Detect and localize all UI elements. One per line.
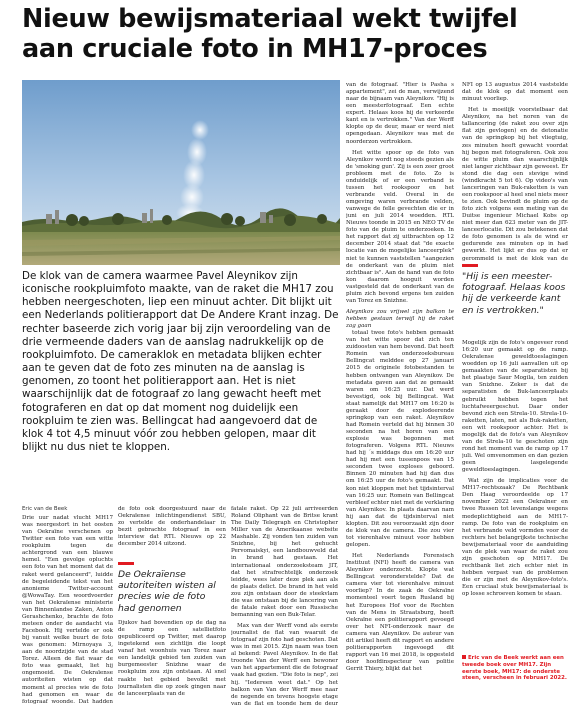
- body-column-5: [462, 82, 568, 262]
- body-paragraph: Mogelijk zijn de foto's ongeveer rond 16:20 uur gemaakt op de ramp. Oekraïense geweldtoeslagingen woedden op 16 juli aanvallen uit op gemaakten van de separatisten bij het plaatsje Saur Mogila, ten zuiden van Snizhne. Zeker is dat de separatisten de Buk-lanceerplaats gebruikt hebben tegen het luchtafweergeschut. Daar onder bevond zich een Strela-10. Strela-10-raketten, laten, net als Buk-raketten, een wit rookspoor achter. Het is mogelijk dat de foto's van Aleynikov van de Strela-10 te geschoten zijn rond het moment van de ramp op 17 juli. Wel omvenommen en dan gezien geen lasgelegende geweldtoeslagingen.: [462, 340, 568, 474]
- quote-marker-icon: [118, 562, 134, 565]
- article-headline: Nieuw bewijsmateriaal wekt twijfel aan cruciale foto in MH17-proces: [22, 4, 518, 64]
- body-paragraph: Djukov had bovendien op de dag na de ramp een satellietfoto gepubliceerd op Twitter, met daarop ingetekend een zichtlijn die loopt vanaf het woonhuis van Torez naar een landelijk gebied ten zuiden van burgemeester Snizhne waar de rookpluim zou zijn ontstaan. Al snel raakte het gebied bevolkt met journalisten die op zoek gingen naar de lanceerplaats van de: [118, 620, 226, 697]
- body-column-5b: [462, 340, 568, 652]
- body-column-2: [118, 506, 226, 558]
- body-paragraph: totaal twee foto's hebben gemaakt van het witte spoor dat zich ten zuidoosten van hem bevond. Dat heeft Romein van onderzoeksbureau Bellingcat melddee op 27 januari 2015 de originele fotobestanden te hebben ontvangen van Aleynikov. De metadata gaven aan dat ze gemaakt waren om 16:25 uur. Dat werd bevestigd, ook bij Bellingcat. Wat staat namelijk dat MH17 om 16:20 is geraakt door de explodeerende springkop van een raket. Aleynikov had Romein verteld dat hij binnen 30 seconden na het horen van een explosie was begonnen met fotograferen. Volgens RTL Nieuws had hij ´s middags dus om 16:20 uur had hij met een tussenpoos van 15 seconden twee exploses geboord. Binnen 20 minuten had hij dan dus om 16:25 uur de foto's gemaakt. Dat kon niet kloppen met het tijdsinterval van 16:25 uur. Romein van Bellingcat verbleef echter niet met de verklaring van Aleynikov. In plaats daarvan nam hij aan dat de tijdsinterval niet klopten. Dit zou veroorzaakt zijn door de klok van de camera. Die zou vier tot vierenhalve minuut voor hebben gelopen.: [346, 330, 454, 548]
- body-paragraph: Het Nederlands Forensisch Instituut (NFI) heeft de camera van Aleynikov onderzocht. Klopte wat Bellingcat veronderstelde? Dat de camera vier tot vierenhalve minuut voorliep? In de zaak de Oekraïne momenteel voert tegen Rusland bij het Europees Hof voor de Rechten van de Mens in Straatsburg, heeft Oekraïne een politierapport gevoegd over het NFI-onderzoek naar de camera van Aleynikov. De auteur van dit artikel heeft dit rapport en andere politierapporten ingevoegd dit rapport van 16 mei 2018, is opgesteld door hoofdinspecteur van politie Gerrit Thiery, blijkt dat het: [346, 553, 454, 673]
- body-paragraph: Max van der Werff vond als eerste journalist de flat van waaruit de fotograaf zijn foto had geschoten. Dat was in mei 2015. Zijn naam was toen al bekend: Pavel Aleynikov. In de flat troonde Van der Werff een bewoner van het appartement die de fotograaf vaak had gezien. "Die foto is nep", zei hij. "Iedereen weet dat." Op het balkon van Van der Werff mee naar de negende en tevens hoogste etage van de flat en toonde hem de deur: [231, 623, 338, 707]
- body-paragraph: van de fotograaf. "Hier is Pasha s appartement", zei de man, verwijzend naar de bijnaam van Aleynikov. "Hij is een meesterfotograaf. Een echte expert. Helaas koos hij de verkeerde kant en is vertrokken." Van der Werff klopte op de deur, maar er werd niet opengedaan. Aleynikov was met de noorderzon vertrokken.: [346, 82, 454, 145]
- author-footnote: [462, 655, 567, 682]
- body-paragraph: fatale raket. Op 22 juli arriveerden Roland Oliphant van de Britse krant The Daily Telegraph en Christopher Miller van de Amerikaanse website Mashable. Zij vonden ten zuiden van Snizhne, bij het gehucht Pervomaiskyi, een landbouwveld dat in brand had gestaan. Het internationaal onderzoeksteam JIT, dat het strafrechtelijk onderzoek leidde, wees later deze plek aan als de plaats delict. De brand in het veld zou zijn ontstaan door de steekvlam die was ontstaan bij de lancering van de fatale raket door een Russische bemanning van een Buk-Telar.: [231, 506, 338, 618]
- section-subhead: Aleynikov zou vrijwel zijn balkon te hebben gestaan terwijl hij de raket zag gaan: [346, 308, 454, 330]
- article-lead: De klok van de camera waarmee Pavel Aleynikov zijn iconische rookpluimfoto maakte, van de raket die MH17 zou hebben neergeschoten, liep een minuut achter. Dit blijkt uit een Nederlands politierapport dat De Andere Krant inzag. De rechter baseerde zich vorig jaar bij zijn veroordeling van de drie vermeende daders van de aanslag nadrukkelijk op de rookpluimfoto. De cameraklok en metadata blijken echter aan te geven dat de foto zes minuten na de aanslag is genomen, zo toont het politierapport aan. Het is niet waarschijnlijk dat de fotograaf zo lang gewacht heeft met fotograferen en dat op dat moment nog duidelijk een rookpluim te zien was. Bellingcat had aangevoerd dat de klok 4 tot 4,5 minuut vóór zou hebben gelopen, maar dit blijkt nu dus niet te kloppen.: [22, 270, 339, 454]
- body-column-2b: [118, 620, 226, 708]
- footnote-text: Eric van de Beek werkt aan een tweede boek over MH17. Zijn eerste boek, MH17: de onderste steen, verscheen in februari 2022.: [462, 655, 567, 682]
- body-paragraph: Het is moeilijk voorstelbaar dat Aleynikov, na het noren van de tallancering (de raket zou over zijn flat zijn gevlogen) en de detonatie van de springkop bij het vliegtuig, zes minuten heeft gewacht voordat hij begon met fotograferen. Ook zou de witte pluim dan waarschijnlijk niet langer zichtbaar zijn geweest. Er stond die dag een stevige wind (windkracht 5 tot 6). Op video's van lanceringen van Buk-raketten is van een rookspoor al heel snel niets meer te zien. Ook bevindt de pluim op de foto zich volgens een meting van de Duitse ingenieur Michael Kobs op niet meer dan 623 meter van de JIT-lanceerlocatie. Dit zou betekenen dat de foto genomen is als de wind er gedurende zes minuten op in had gewerkt. Het lijkt er dus op dat er gerommeld is met de klok van de: [462, 107, 568, 262]
- body-paragraph: Het witte spoor op de foto van Aleynikov wordt nog steeds gezien als de 'smoking gun'. Zij is een zeer groot probleem met de foto. Zo is onduidelijk of er een verband is tussen het rookspoor en het verbrande veld. Overal in de omgeving waren verbrande velden, vanwege de felle gevechten die er in juni en juli 2014 woedden. RTL Nieuws toonde in 2015 en NEO TV de foto van de pluim te onderzoeken. In het rapport dat zij uitbrachten op 12 december 2014 staat dat "de exacte locatie van de mogelijke lanceerplek" niet te kunnen vaststellen "aangezien de onderkant van de pluim niet zichtbaar is". Aan de hand van de foto kon daarom hooguit worden vastgesteld dat de onderkant van de pluim zich bevond ergens ten zuiden van Torez en Snizhne.: [346, 149, 454, 304]
- footnote-marker-icon: [462, 655, 466, 659]
- body-paragraph: NFI op 13 augustus 2014 vaststelde dat de klok op dat moment een minuut voorliep.: [462, 82, 568, 103]
- pull-quote-text: "Hij is een meester-fotograaf. Helaas koos hij de verkeerde kant en is vertrokken.": [462, 271, 566, 316]
- smoke-plume-photo: [22, 80, 340, 265]
- body-column-4: [346, 82, 454, 708]
- quote-marker-icon: [462, 264, 478, 267]
- pull-quote-text: De Oekraïense autoriteiten wisten al precies wie de foto had genomen: [118, 569, 216, 614]
- body-paragraph: Wat zijn de implicaties voor de MH17-rechtszaak? De Rechtbank Den Haag veroordeelde op 17 november 2022 een Oekraïner en twee Russen tot levenslange wegens medeplichtigheid aan de MH17-ramp. De foto van de rookpluim en het verbrande veld vormden voor de rechters het belangrijkste technische bewijsmateriaal voor de aanduiding van de plek van waar de raket zou zijn geschoten op MH17. De rechtbank liet zich echter niet in hebben verpast van de problemen die er zijn met de Aleynikov-foto's. Een cruciaal stuk bewijsmateriaal is op losse schroeven komen te staan.: [462, 478, 568, 598]
- body-paragraph: Drie uur nadat vlucht MH17 was neergestort in het oosten van Oekraïne verschenen op Twitter een foto van een witte rookpluim tegen de achtergrond van een blauwe hemel. "Een gevolge opluchts een foto van het moment dat de raket werd gelanceerd", luidde de begeleidende tekst van het anonieme Twitter-account @WowaTay. Een woordvoerder van het Oekraïense ministerie van Binnenlandse Zaken, Anton Gerashchenko, brachte de foto meteen onder de aandacht via Facebook. Hij vertelde er ook bij vanuit welke buurt de foto was genomen: Mirnoyaya 3, aan de noordzijde van de stad Torez. Alleen de flat waar de foto was gemaakt, liet hij ongemoeid. De Oekraïense autoriteiten wisten op dat moment al precies wie de foto had genomen en waar de fotograaf woonde. Dat hadden: [22, 515, 113, 705]
- pull-quote-authorities: [118, 562, 224, 614]
- article-byline: Eric van de Beek: [22, 506, 68, 512]
- body-column-3: [231, 506, 338, 708]
- pull-quote-master-photographer: [462, 264, 568, 316]
- body-column-1: [22, 515, 113, 705]
- body-paragraph: de foto ook doorgestuurd naar de Oekraïense inlichtingendienst SBU, zo vertelde de onderhandelaar in bezit gebrachte fotograaf in een interview dat RTL Nieuws op 22 december 2014 uitzond.: [118, 506, 226, 548]
